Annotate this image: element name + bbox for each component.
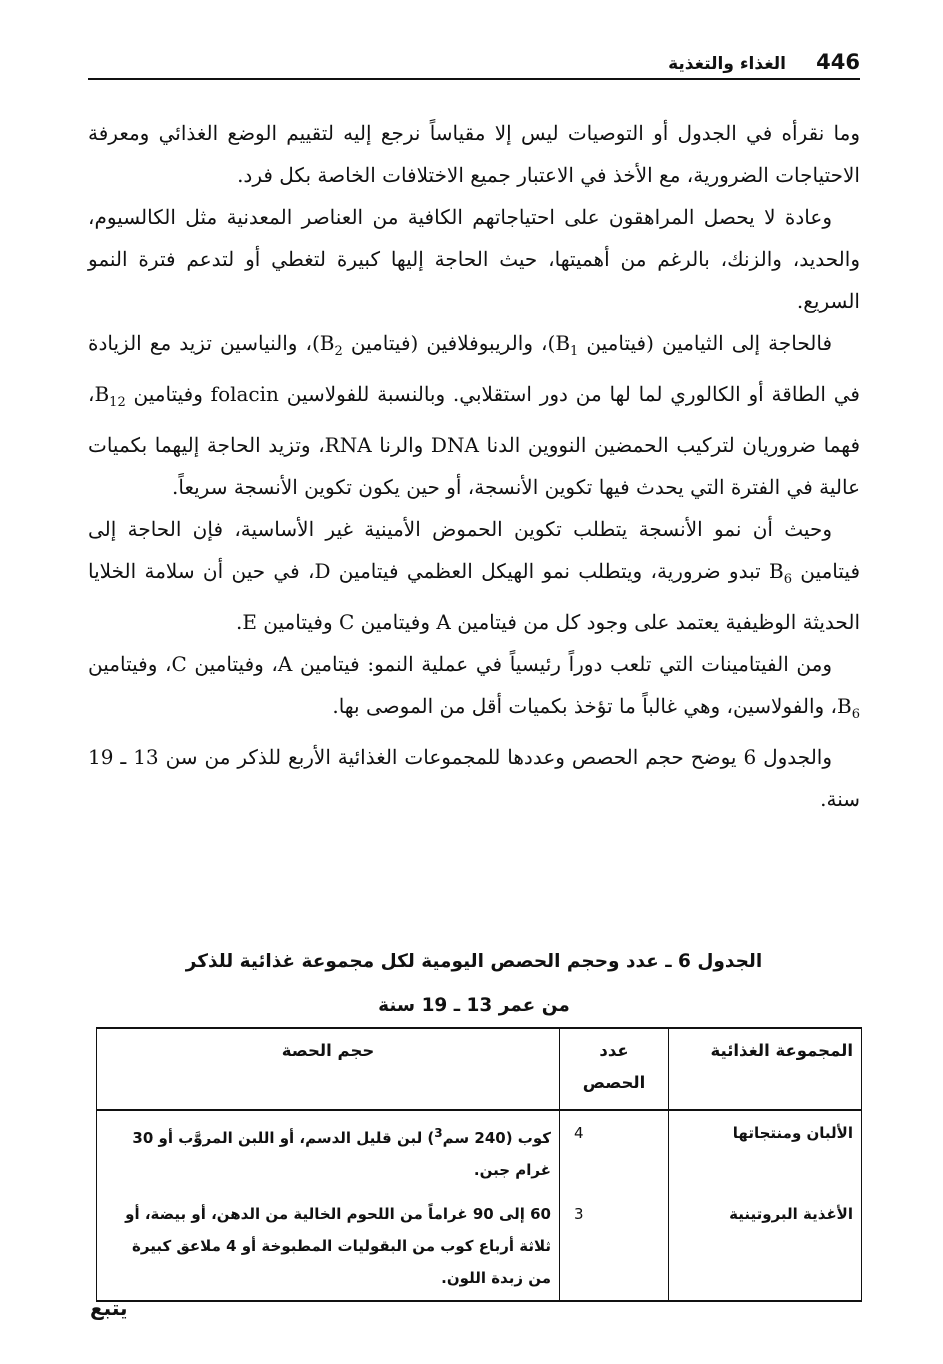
header-servings-count: عدد الحصص	[560, 1028, 669, 1110]
paragraph-3-part3: )، والنياسين تزيد مع الزيادة في الطاقة أو الكالوري لما لها من دور استقلابي. وبالنسبة للفولاسين folacin وفيتامين B	[88, 331, 860, 406]
header-food-group: المجموعة الغذائية	[669, 1028, 862, 1110]
table-caption-line-1: الجدول 6 ـ عدد وحجم الحصص اليومية لكل مجموعة غذائية للذكر	[185, 951, 763, 972]
cell-servings-count: 3	[560, 1192, 669, 1301]
paragraph-4-part2: تبدو ضرورية، ويتطلب نمو الهيكل العظمي فيتامين D، في حين أن سلامة الخلايا الحديثة الوظيفية يعتمد على وجود كل من فيتامين A وفيتامين C وفيتامين E.	[88, 559, 860, 634]
header-rule	[88, 78, 860, 80]
servings-table	[96, 1027, 862, 1302]
cell-serving-size-part1: كوب (240 سم	[442, 1129, 551, 1147]
cell-servings-count: 4	[560, 1110, 669, 1192]
paragraph-2: وعادة لا يحصل المراهقون على احتياجاتهم الكافية من العناصر المعدنية مثل الكالسيوم، والحديد، والزنك، بالرغم من أهميتها، حيث الحاجة إليها كبيرة لتغطي أو لتدعم فترة النمو السريع.	[88, 205, 860, 313]
table-header-row	[97, 1028, 862, 1110]
subscript-6: 6	[783, 572, 792, 587]
cell-serving-size-part2: ) لبن قليل الدسم، أو اللبن المروَّب أو 30 غرام جبن.	[132, 1129, 551, 1179]
body-text	[88, 112, 860, 820]
table-row	[97, 1192, 862, 1301]
cell-serving-size: 60 إلى 90 غراماً من اللحوم الخالية من الدهن، أو بيضة، أو ثلاثة أرباع كوب من البقوليات المطبوخة أو 4 ملاعق كبيرة من زبدة اللون.	[97, 1192, 560, 1301]
table-row	[97, 1110, 862, 1192]
paragraph-3-part2: )، والريبوفلافين (فيتامين B	[319, 331, 556, 355]
subscript-6b: 6	[851, 707, 860, 722]
paragraph-3-part1: فالحاجة إلى الثيامين (فيتامين B	[555, 331, 833, 355]
cell-serving-size	[97, 1110, 560, 1192]
continued-marker: يتبع	[90, 1296, 128, 1320]
table-caption-line-2: من عمر 13 ـ 19 سنة	[378, 995, 570, 1016]
cell-food-group: الأغذية البروتينية	[669, 1192, 862, 1301]
subscript-1: 1	[570, 344, 579, 359]
running-title: الغذاء والتغذية	[668, 54, 786, 74]
running-header	[88, 46, 860, 82]
subscript-2: 2	[334, 344, 343, 359]
paragraph-3	[88, 322, 860, 508]
paragraph-5-part1: ومن الفيتامينات التي تلعب دوراً رئيسياً في عملية النمو: فيتامين A، وفيتامين C، وفيتامين B	[88, 652, 852, 718]
superscript-3: 3	[434, 1126, 443, 1140]
paragraph-1: وما نقرأه في الجدول أو التوصيات ليس إلا مقياساً نرجع إليه لتقييم الوضع الغذائي ومعرفة الاحتياجات الضرورية، مع الأخذ في الاعتبار جميع الاختلافات الخاصة بكل فرد.	[88, 121, 860, 187]
paragraph-5-part2: ، والفولاسين، وهي غالباً ما تؤخذ بكميات أقل من الموصى بها.	[332, 694, 838, 718]
paragraph-3-part4: ، فهما ضروريان لتركيب الحمضين النووين الدنا DNA والرنا RNA، وتزيد الحاجة إليهما بكميات عالية في الفترة التي يحدث فيها تكوين الأنسجة، أو حين يكون تكوين الأنسجة سريعاً.	[88, 382, 861, 499]
table-caption	[88, 940, 860, 1028]
paragraph-6: والجدول 6 يوضح حجم الحصص وعددها للمجموعات الغذائية الأربع للذكر من سن 13 ـ 19 سنة.	[88, 745, 860, 811]
paragraph-5	[88, 643, 860, 736]
header-serving-size: حجم الحصة	[97, 1028, 560, 1110]
paragraph-4	[88, 508, 860, 643]
page-number: 446	[816, 50, 860, 74]
paragraph-4-part1: وحيث أن نمو الأنسجة يتطلب تكوين الحموض الأمينية غير الأساسية، فإن الحاجة إلى فيتامين B	[88, 517, 861, 583]
subscript-12: 12	[109, 395, 126, 410]
cell-food-group: الألبان ومنتجاتها	[669, 1110, 862, 1192]
